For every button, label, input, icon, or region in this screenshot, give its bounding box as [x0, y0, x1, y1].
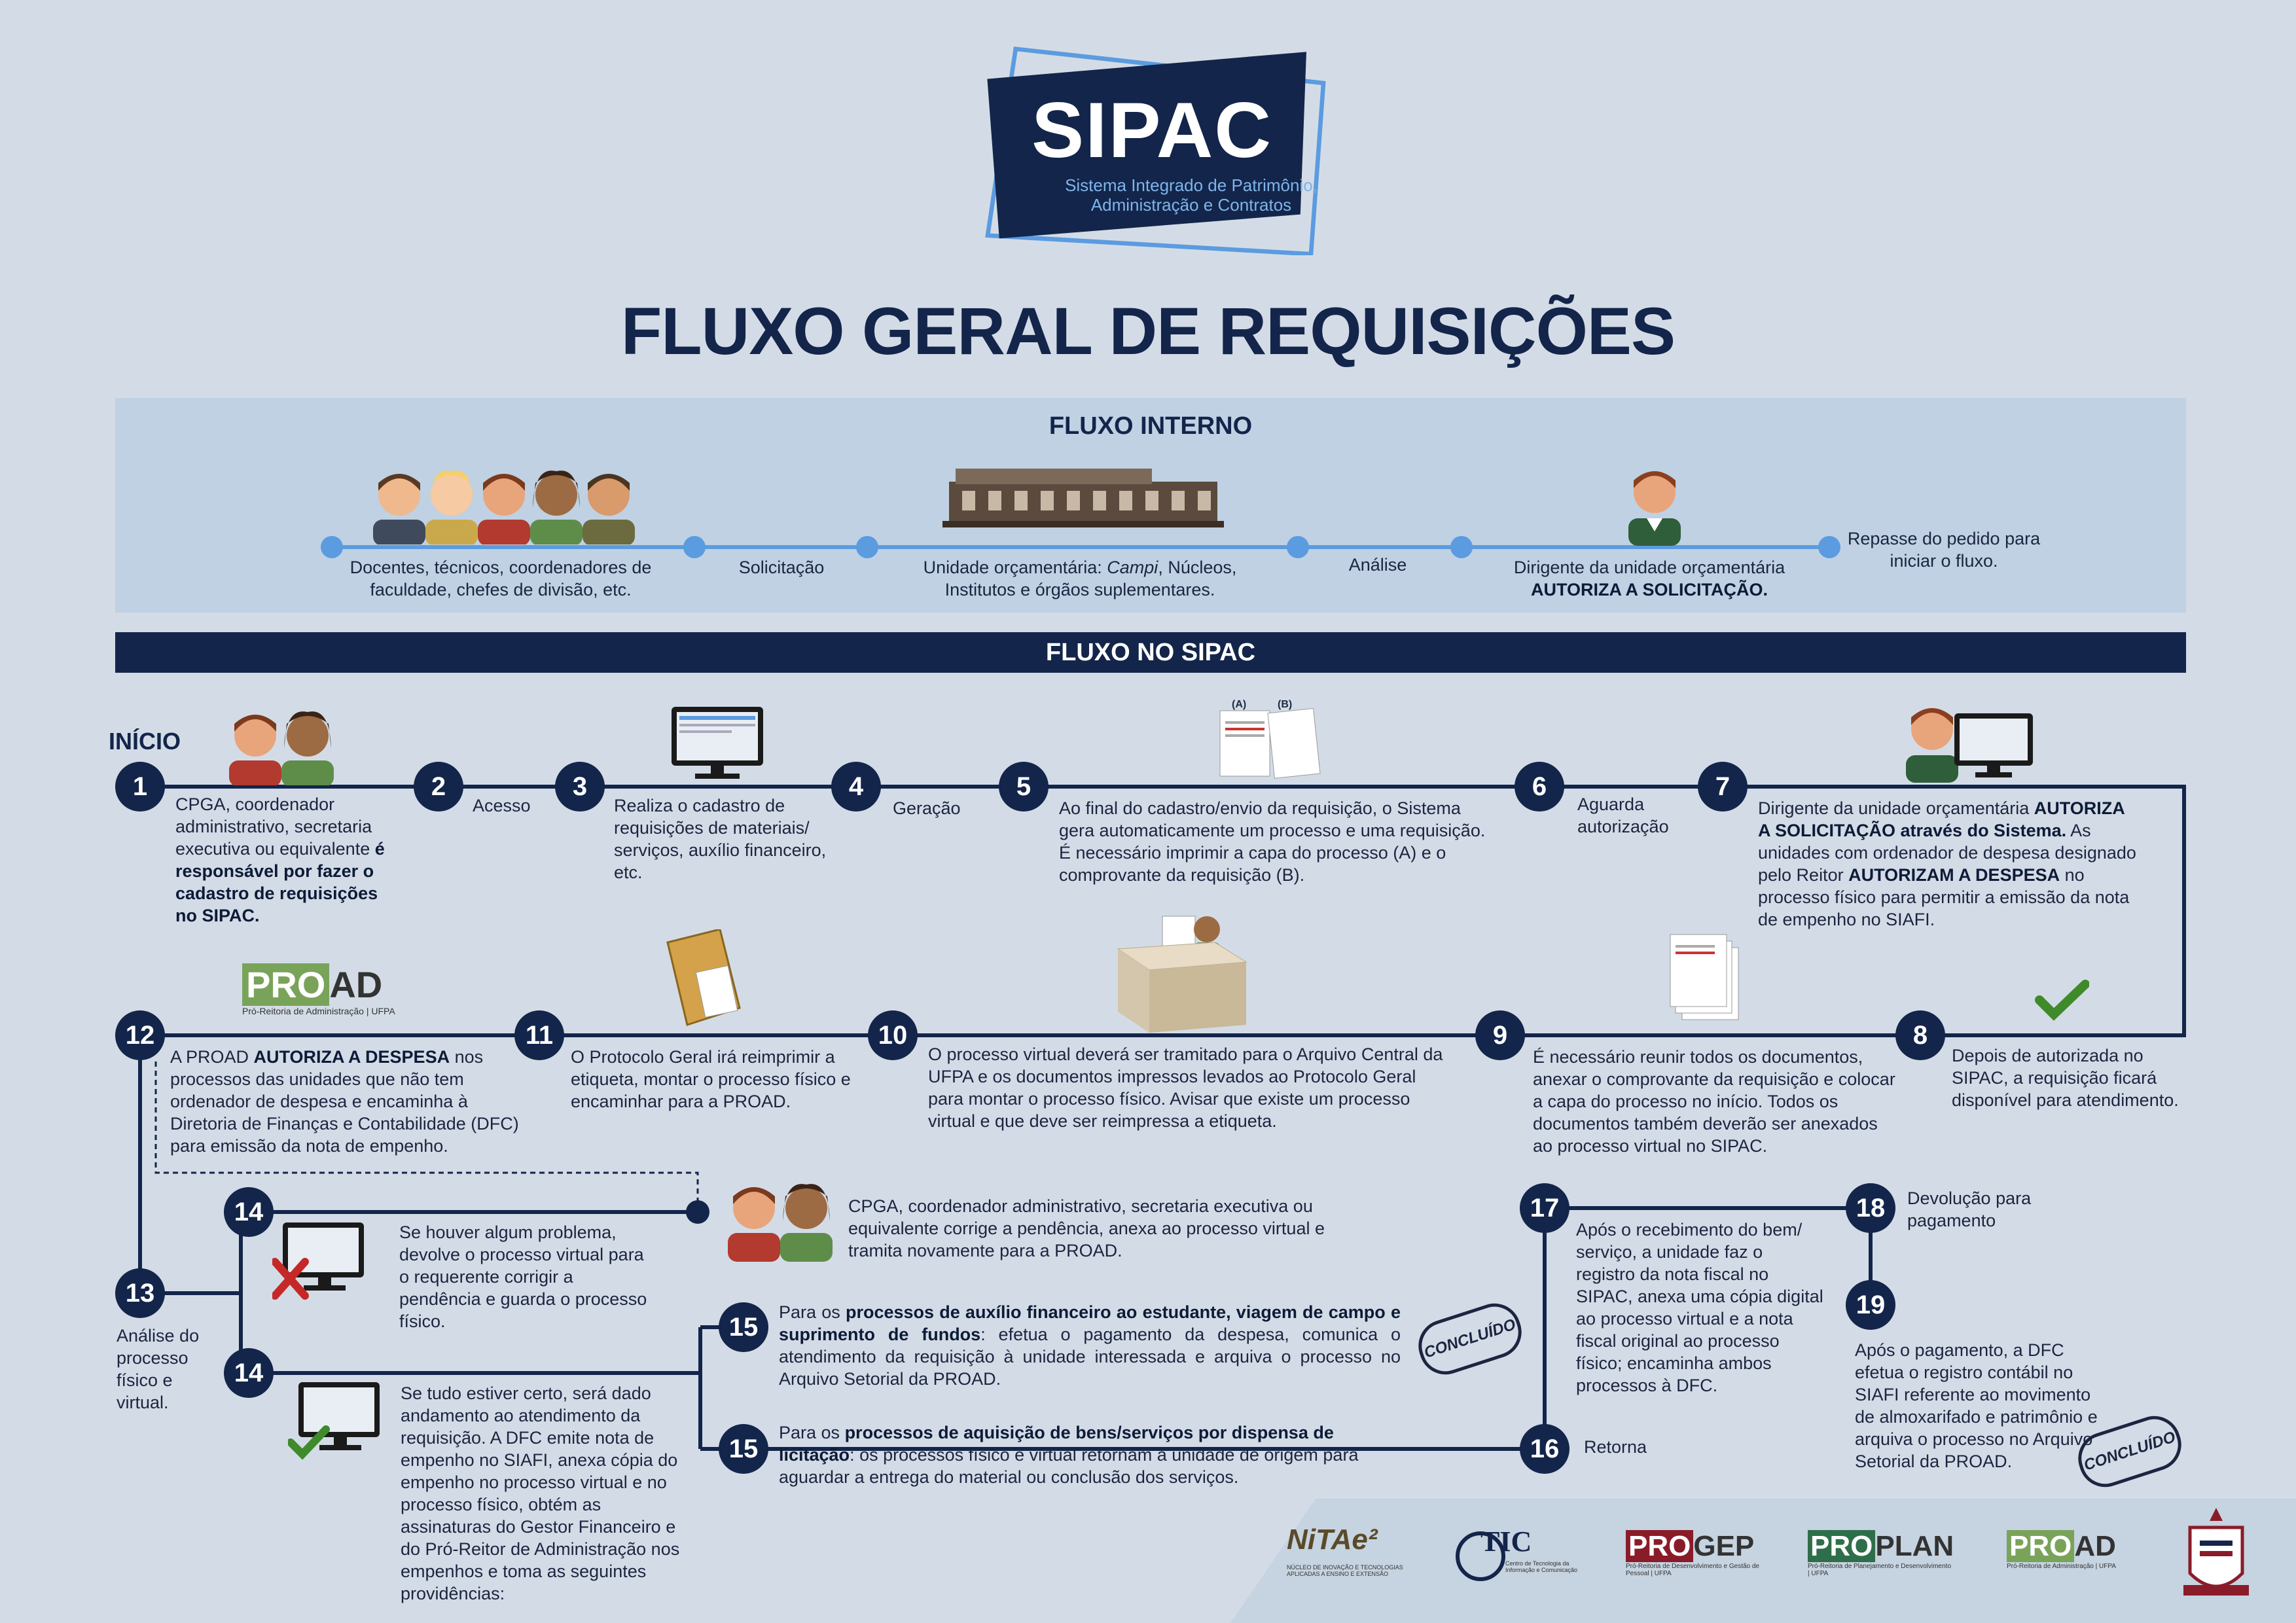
step-18-number: 18 — [1846, 1183, 1895, 1233]
proad-logo: PRO AD Pró-Reitoria de Administração | UFPA — [242, 964, 395, 1016]
internal-flow-heading: FLUXO INTERNO — [1049, 412, 1253, 440]
doc-label-a: (A) — [1232, 699, 1247, 710]
internal-solicitacao: Solicitação — [738, 558, 825, 577]
step-19-number: 19 — [1846, 1280, 1895, 1330]
step-3-text: Realiza o cadastro de requisições de materiais/ serviços, auxílio financeiro, etc. — [614, 796, 827, 882]
step-10-text: O processo virtual deverá ser tramitado para o Arquivo Central da UFPA e os documentos impressos levados ao Protocolo Geral para montar o processo físico. Avisar que existe um processo virtual e que deve ser reimpressa a etiqueta. — [928, 1044, 1443, 1131]
internal-dirigente: Dirigente da unidade orçamentária AUTORIZA A SOLICITAÇÃO. — [1513, 558, 1785, 599]
step-3-number: 3 — [555, 762, 605, 812]
flow-dot-dark — [686, 1200, 709, 1224]
step-7-text: Dirigente da unidade orçamentária AUTORIZA A SOLICITAÇÃO através do Sistema. As unidades com ordenador de despesa designado pelo Reitor AUTORIZAM A DESPESA no processo físico para permitir a emissão da nota de empenho no SIAFI. — [1758, 798, 2136, 929]
staff-group-icon — [373, 469, 635, 544]
step-9-text: É necessário reunir todos os documentos, anexar o comprovante da requisição e colocar a capa do processo no início. Todos os documentos também deverão ser anexados ao processo virtual no SIPAC. — [1533, 1047, 1895, 1156]
step-8-number: 8 — [1895, 1010, 1945, 1060]
step-13-text: Análise do processo físico e virtual. — [117, 1326, 200, 1412]
step-16-number: 16 — [1520, 1424, 1570, 1474]
step-12-number: 12 — [115, 1010, 165, 1060]
internal-analise: Análise — [1348, 555, 1407, 575]
step-8-text: Depois de autorizada no SIPAC, a requisição ficará disponível para atendimento. — [1952, 1046, 2179, 1110]
logo-subtitle-1: Sistema Integrado de Patrimônio, — [1065, 175, 1318, 195]
logo-name: SIPAC — [1031, 86, 1272, 174]
concluido-stamp-2: CONCLUÍDO — [2072, 1409, 2188, 1493]
internal-repasse: Repasse do pedido para iniciar o fluxo. — [1847, 529, 2041, 571]
flow-dot — [683, 536, 706, 558]
flow-dot — [1818, 536, 1840, 558]
step-15b-text: Para os processos de aquisição de bens/serviços por dispensa de licitação: os processos físico e virtual retornam à unidade de origem para aguardar a entrega do material ou conclusão dos serviços. — [779, 1423, 1359, 1487]
internal-requesters: Docentes, técnicos, coordenadores de faculdade, chefes de divisão, etc. — [350, 558, 652, 599]
concluido-stamp: CONCLUÍDO — [1412, 1296, 1528, 1381]
sipac-flow-heading: FLUXO NO SIPAC — [115, 632, 2186, 673]
proad-footer-logo: PROAD Pró-Reitoria de Administração | UFPA — [2007, 1530, 2116, 1570]
proplan-logo: PROPLAN Pró-Reitoria de Planejamento e Desenvolvimento | UFPA — [1808, 1530, 1954, 1577]
step-1-text: CPGA, coordenador administrativo, secretaria executiva ou equivalente é responsável por fazer o cadastro de requisições no SIPAC. — [175, 794, 385, 925]
doc-label-b: (B) — [1278, 699, 1293, 710]
step-17-text: Após o recebimento do bem/ serviço, a unidade faz o registro da nota fiscal no SIPAC, anexa uma cópia digital ao processo virtual e a nota fiscal original ao processo físico; encaminha ambos processos à DFC. — [1576, 1220, 1823, 1395]
document-stack-icon — [1669, 932, 1748, 1024]
page-title: FLUXO GERAL DE REQUISIÇÕES — [621, 294, 1675, 368]
step-14a-text: Se houver algum problema, devolve o processo virtual para o requerente corrigir a pendência e guarda o processo físico. — [399, 1222, 647, 1331]
step-11-text: O Protocolo Geral irá reimprimir a etiqueta, montar o processo físico e encaminhar para a PROAD. — [571, 1047, 851, 1111]
step-14a-number: 14 — [224, 1187, 274, 1237]
step-15a-number: 15 — [719, 1302, 768, 1352]
step-18-text: Devolução para pagamento — [1907, 1188, 2032, 1230]
step-14a-fix-text: CPGA, coordenador administrativo, secretaria executiva ou equivalente corrige a pendência, anexa ao processo virtual e tramita novamente para a PROAD. — [848, 1196, 1325, 1260]
nitae-logo: NiTAe² — [1287, 1524, 1378, 1556]
step-10-number: 10 — [868, 1010, 918, 1060]
logo-subtitle-2: Administração e Contratos — [1090, 195, 1292, 215]
check-icon — [2034, 979, 2089, 1021]
step-17-number: 17 — [1520, 1183, 1570, 1233]
step-4-number: 4 — [831, 762, 881, 812]
step-2-text: Acesso — [473, 796, 531, 815]
requesters-icon — [229, 709, 334, 785]
step-14b-text: Se tudo estiver certo, será dado andamento ao atendimento da requisição. A DFC emite nota de empenho no SIAFI, anexa cópia do empenho no processo virtual e no processo físico, obtém as assinaturas do Gestor Financeiro e do Pró-Reitor de Administração nos empenhos e toma as seguintes providências: — [401, 1383, 680, 1603]
protocol-desk-icon — [1117, 910, 1247, 1034]
requesters-fix-icon — [728, 1179, 833, 1264]
manager-icon — [1623, 466, 1686, 546]
step-15b-number: 15 — [719, 1424, 768, 1474]
computer-error-icon — [272, 1222, 364, 1302]
computer-icon — [672, 707, 763, 780]
step-5-text: Ao final do cadastro/envio da requisição, o Sistema gera automaticamente um processo e uma requisição. É necessário imprimir a capa do processo (A) e o comprovante da requisição (B). — [1059, 798, 1486, 885]
step-19-text: Após o pagamento, a DFC efetua o registro contábil no SIAFI referente ao movimento de almoxarifado e patrimônio e arquiva o processo no Arquivo Setorial da PROAD. — [1855, 1340, 2098, 1471]
flow-dot — [1450, 536, 1473, 558]
step-9-number: 9 — [1475, 1010, 1525, 1060]
step-6-text: Aguarda autorização — [1577, 794, 1669, 836]
computer-check-icon — [288, 1382, 380, 1461]
nitae-sub: NÚCLEO DE INOVAÇÃO E TECNOLOGIAS APLICADAS A ENSINO E EXTENSÃO — [1287, 1564, 1403, 1577]
step-14b-number: 14 — [224, 1348, 274, 1398]
step-7-number: 7 — [1698, 762, 1748, 812]
progep-logo: PROGEP Pró-Reitoria de Desenvolvimento e Gestão de Pessoal | UFPA — [1626, 1530, 1759, 1577]
folder-icon — [661, 929, 746, 1027]
flow-dot — [1287, 536, 1309, 558]
step-2-number: 2 — [414, 762, 463, 812]
flow-dot — [321, 536, 343, 558]
step-13-number: 13 — [115, 1268, 165, 1318]
inicio-label: INÍCIO — [109, 728, 181, 755]
tic-sub: Centro de Tecnologia da Informação e Comunicação — [1505, 1560, 1578, 1573]
ufpa-crest-icon — [2183, 1508, 2249, 1606]
step-16-text: Retorna — [1584, 1437, 1647, 1457]
documents-icon — [1216, 702, 1321, 779]
tic-logo: TIC — [1480, 1525, 1532, 1558]
step-12-text: A PROAD AUTORIZA A DESPESA nos processos das unidades que não tem ordenador de despesa e encaminha à Diretoria de Finanças e Contabilidade (DFC) para emissão da nota de empenho. — [170, 1047, 519, 1156]
step-11-number: 11 — [514, 1010, 564, 1060]
flow-dot — [856, 536, 878, 558]
step-4-text: Geração — [893, 798, 961, 818]
step-5-number: 5 — [999, 762, 1049, 812]
internal-budget-unit: Unidade orçamentária: Campi, Núcleos, Institutos e órgãos suplementares. — [923, 558, 1237, 599]
manager-computer-icon — [1902, 703, 2033, 785]
building-icon — [942, 462, 1224, 534]
step-1-number: 1 — [115, 762, 165, 812]
step-15a-text: Para os processos de auxílio financeiro ao estudante, viagem de campo e suprimento de fundos: efetua o pagamento da despesa, comunica o atendimento da requisição à unidade interessada e arquiva o processo no Arquivo Setorial da PROAD. — [779, 1302, 1401, 1389]
step-6-number: 6 — [1515, 762, 1564, 812]
